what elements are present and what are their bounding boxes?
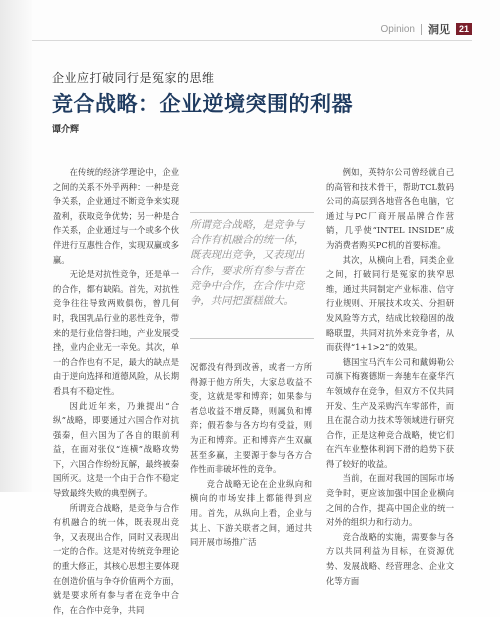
running-header xyxy=(381,20,472,38)
paragraph: 况都没有得到改善，或者一方所得源于他方所失，大家总收益不变，这就是零和博弈；如果参与者总收益不增反降，则属负和博弈；假若参与各方均有受益，则为正和博弈。正和博弈产生双赢甚至多赢，主要源于参与各方合作性而非破坏性的竞争。 xyxy=(190,362,312,475)
pull-quote: 所谓竞合战略，是竞争与合作有机融合的统一体，既表现出竞争，又表现出合作，要求所有参与者在竞争中合作，在合作中竞争，共同把蛋糕做大。 xyxy=(190,219,305,308)
paragraph: 其次，从横向上看，同类企业之间，打破同行是冤家的狭窄思维，通过共同制定产业标准、信守行业规则、开展技术攻关、分担研发风险等方式，结成比较稳固的战略联盟，共同对抗外来竞争者，从而获得“1+1>2”的效果。 xyxy=(326,254,454,353)
paragraph: 例如，英特尔公司曾经就自己的高管和技术骨干，帮助TCL数码公司的高层到各地营各色电脑，它通过与PC厂商开展品牌合作营销，几乎使“INTEL INSIDE”成为消费者购买PC机的首要标准。 xyxy=(326,167,454,250)
page-number: 21 xyxy=(456,23,472,35)
paragraph: 当前，在面对我国的国际市场竞争时，更应该加强中国企业横向之间的合作，提高中国企业的统一对外的组织力和行动力。 xyxy=(326,473,454,528)
header-divider xyxy=(421,24,422,35)
pullquote-rule-bottom xyxy=(190,338,314,339)
paragraph: 无论是对抗性竞争，还是单一的合作，都有缺陷。首先，对抗性竞争往往导致两败俱伤，曾几何时，我国乳品行业的恶性竞争，带来的是行业信誉扫地，产业发展受挫，业内企业无一幸免。其次，单一的合作也有不足，最大的缺点是由于逆向选择和道德风险，从长期看具有不稳定性。 xyxy=(53,269,179,396)
header-rule xyxy=(32,40,472,41)
paragraph: 在传统的经济学理论中，企业之间的关系不外乎两种：一种是竞争关系，企业通过不断竞争来实现盈利，获取竞争优势；另一种是合作关系，企业通过与一个或多个伙伴进行互惠性合作，实现双赢或多赢。 xyxy=(53,167,179,265)
section-label-cn: 洞见 xyxy=(427,23,450,36)
paragraph: 因此近年来，乃兼提出“合纵”战略，即要通过六国合作对抗强秦，但六国为了各自的眼前利益，在面对张仪“连横”战略攻势下，六国合作纷纷瓦解，最终被秦国所灭。这是一个由于合作不稳定导致最终失败的典型例子。 xyxy=(53,400,179,499)
paragraph: 德国宝马汽车公司和戴姆勒公司旗下梅赛德斯－奔驰车在豪华汽车领域存在竞争，但双方不仅共同开发、生产及采购汽车零部件，而且在混合动力技术等领域进行研究合作，正是这种竞合战略，使它们在汽车业整体利润下滑的趋势下获得了较好的收益。 xyxy=(326,356,454,469)
article-headline: 竞合战略：企业逆境突围的利器 xyxy=(52,92,353,116)
article-author: 谭介辉 xyxy=(52,125,80,135)
section-label-en: Opinion xyxy=(380,23,415,35)
binding-shadow xyxy=(0,0,32,492)
paragraph: 所谓竞合战略，是竞争与合作有机融合的统一体，既表现出竞争，又表现出合作，同时又表现出一定的合作。这是对传统竞争理论的重大修正，其核心思想主要体现在创造价值与争夺价值两个方面，就是要求所有参与者在竞争中合作，在合作中竞争，共同 xyxy=(53,502,179,615)
paragraph: 竞合战略无论在企业纵向和横向的市场安排上都能得到应用。首先，从纵向上看，企业与其上、下游关联者之间，通过共同开展市场推广活 xyxy=(190,478,312,548)
text-column-right xyxy=(326,165,454,588)
text-column-left xyxy=(53,165,179,617)
article-kicker: 企业应打破同行是冤家的思维 xyxy=(52,71,215,85)
text-column-middle xyxy=(190,360,312,550)
paragraph: 竞合战略的实施，需要参与各方以共同利益为目标，在资源优势、发展战略、经营理念、企业文化等方面 xyxy=(326,531,454,586)
pullquote-rule-top xyxy=(190,212,314,213)
